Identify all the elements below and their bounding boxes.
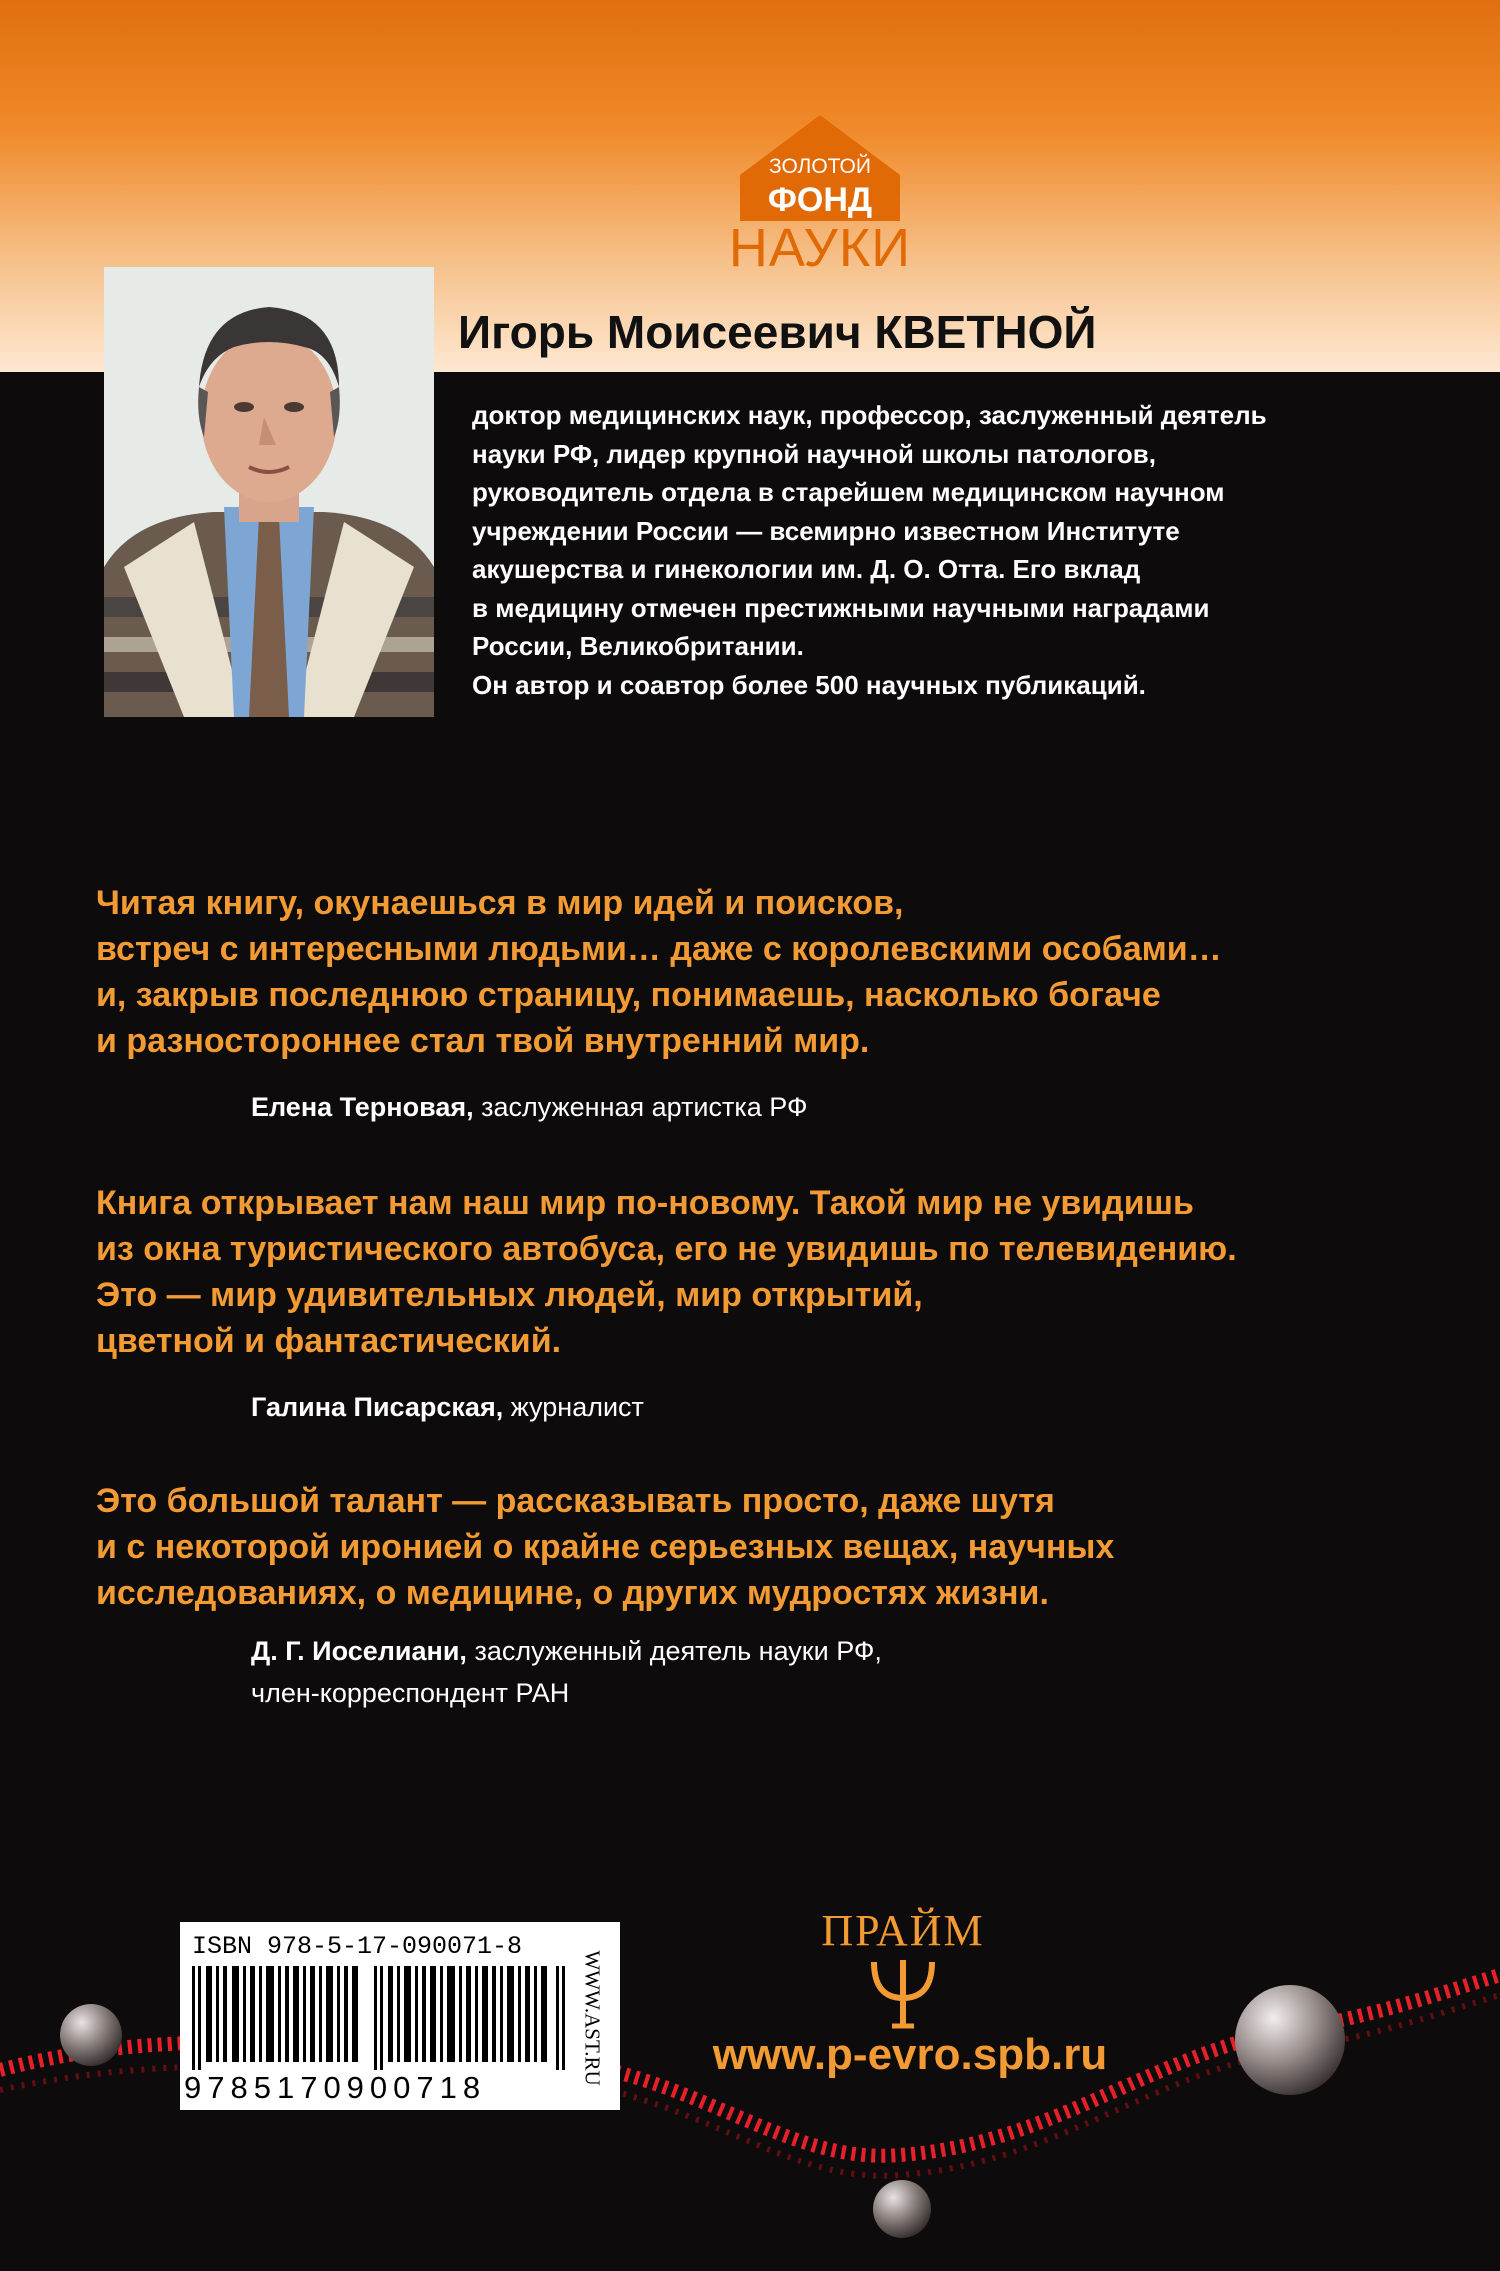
quote-line: Книга открывает нам наш мир по-новому. Такой мир не увидишь xyxy=(96,1184,1194,1222)
psi-symbol-icon xyxy=(868,1958,938,2030)
reviewer-role: заслуженный деятель науки РФ, xyxy=(474,1636,882,1666)
review-quote-2 xyxy=(96,1180,1237,1364)
reviewer-role: заслуженная артистка РФ xyxy=(481,1092,808,1122)
author-photo xyxy=(104,267,434,717)
bead-ball-icon xyxy=(873,2180,931,2238)
quote-line: Это — мир удивительных людей, мир открытий, xyxy=(96,1276,923,1314)
bio-line: доктор медицинских наук, профессор, заслуженный деятель xyxy=(472,400,1267,430)
logo-line-2: ФОНД xyxy=(767,181,873,219)
quote-line: и разностороннее стал твой внутренний мир. xyxy=(96,1022,870,1060)
review-quote-3 xyxy=(96,1478,1114,1616)
logo-line-3: НАУКИ xyxy=(728,218,912,278)
publisher-website: www.p-evro.spb.ru xyxy=(712,2030,1108,2079)
barcode-bars-icon xyxy=(192,1966,570,2070)
reviewer-role-line-2: член-корреспондент РАН xyxy=(251,1678,570,1708)
quote-line: и, закрыв последнюю страницу, понимаешь, насколько богаче xyxy=(96,976,1161,1014)
bio-line: учреждении России — всемирно известном Институте xyxy=(472,515,1180,546)
quote-line: и с некоторой иронией о крайне серьезных вещах, научных xyxy=(96,1528,1115,1566)
bead-ball-icon xyxy=(1235,1985,1345,2095)
isbn-barcode xyxy=(180,1922,620,2110)
bio-line: руководитель отдела в старейшем медицинском научном xyxy=(472,477,1225,507)
reviewer-name: Галина Писарская, xyxy=(251,1392,504,1422)
barcode-number: 9785170900718 xyxy=(184,2070,487,2105)
bead-ball-icon xyxy=(60,2004,122,2066)
quote-line: встреч с интересными людьми… даже с королевскими особами… xyxy=(96,930,1222,968)
reviewer-role: журналист xyxy=(510,1392,644,1422)
author-bio xyxy=(472,396,1432,704)
quote-line: Читая книгу, окунаешься в мир идей и поисков, xyxy=(96,884,904,922)
ast-website-vertical: WWW.AST.RU xyxy=(580,1950,605,2086)
logo-line-1: ЗОЛОТОЙ xyxy=(769,155,871,178)
review-attribution-3 xyxy=(251,1630,882,1714)
quote-line: из окна туристического автобуса, его не увидишь по телевидению. xyxy=(96,1230,1237,1268)
bio-line: Он автор и соавтор более 500 научных публикаций. xyxy=(472,669,1146,700)
bio-line: России, Великобритании. xyxy=(472,631,804,661)
bio-line: в медицину отмечен престижными научными наградами xyxy=(472,592,1210,623)
reviewer-name: Д. Г. Иоселиани, xyxy=(251,1636,467,1666)
isbn-text: ISBN 978-5-17-090071-8 xyxy=(192,1932,523,1961)
review-quote-1 xyxy=(96,880,1222,1064)
bio-line: науки РФ, лидер крупной научной школы патологов, xyxy=(472,438,1157,469)
review-attribution-1 xyxy=(251,1086,808,1128)
series-logo xyxy=(700,115,940,280)
author-name: Игорь Моисеевич КВЕТНОЙ xyxy=(458,306,1097,358)
publisher-name: ПРАЙМ xyxy=(821,1906,985,1955)
quote-line: исследованиях, о медицине, о других мудростях жизни. xyxy=(96,1574,1049,1612)
reviewer-name: Елена Терновая, xyxy=(251,1092,474,1122)
author-portrait-icon xyxy=(104,267,434,717)
bio-line: акушерства и гинекологии им. Д. О. Отта. Его вклад xyxy=(472,554,1141,584)
review-attribution-2 xyxy=(251,1386,644,1428)
quote-line: Это большой талант — рассказывать просто, даже шутя xyxy=(96,1482,1055,1520)
quote-line: цветной и фантастический. xyxy=(96,1322,562,1360)
